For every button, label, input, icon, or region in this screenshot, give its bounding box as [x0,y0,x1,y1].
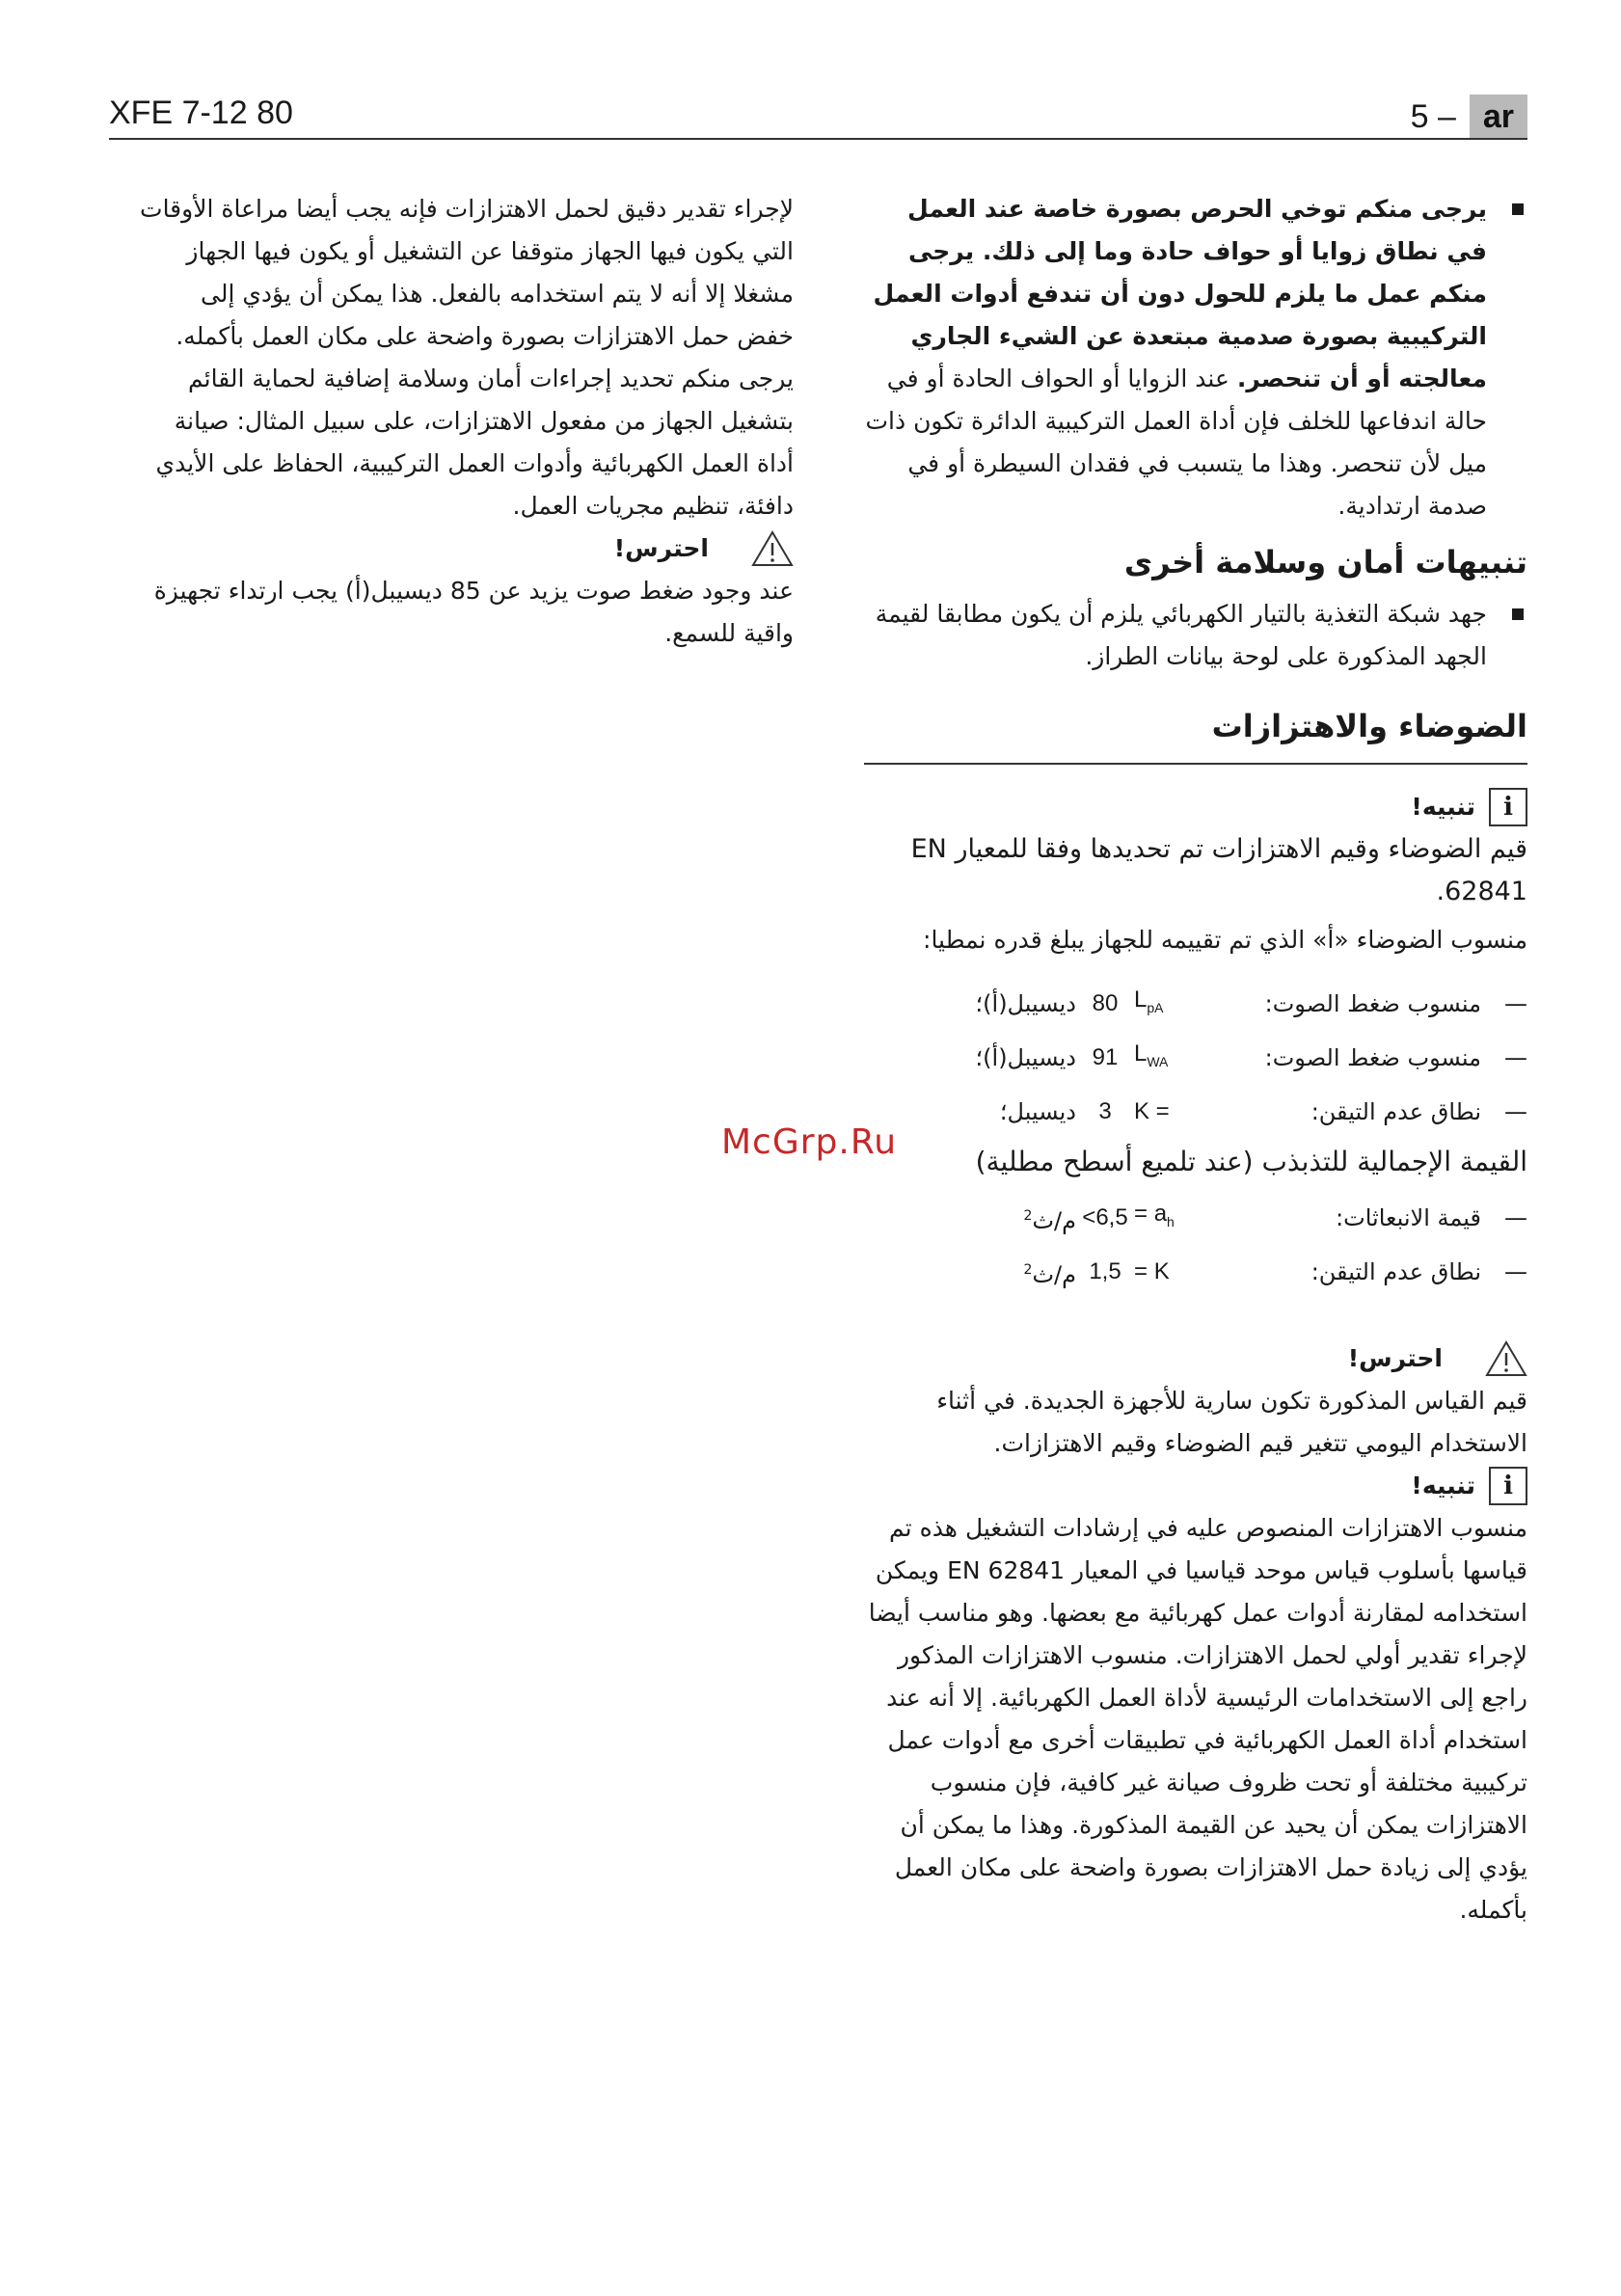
spec-unit [941,1195,1076,1242]
left-warning-text: عند وجود ضغط صوت يزيد عن 85 ديسيبل(أ) يجب ارتداء تجهيزة واقية للسمع. [153,577,794,647]
spec-value: 1,5 [1089,1258,1121,1284]
spec-dash: — [1504,990,1527,1017]
left-column [138,188,794,655]
left-warning-header [138,527,794,570]
spec-unit-power: 2 [1023,1261,1033,1278]
notice-header [864,786,1527,828]
spec-dash: — [1504,1098,1527,1125]
bullet-voltage-text: جهد شبكة التغذية بالتيار الكهربائي يلزم أن يكون مطابقا لقيمة الجهد المذكورة على لوحة بيانات الطراز. [875,600,1487,670]
left-para-estimate: لإجراء تقدير دقيق لحمل الاهتزازات فإنه يجب أيضا مراعاة الأوقات التي يكون فيها الجهاز متوقفا عن التشغيل أو يكون فيها الجهاز مشغلا إلا أنه لا يتم استخدامه بالفعل. هذا يمكن أن يؤدي إلى خفض حمل الاهتزازات بصورة واضحة على مكان العمل بأكمله. [140,195,794,350]
spec-name: نطاق عدم التيقن: [1310,1098,1481,1125]
spec-unit: ديسيبل(أ)؛ [975,1044,1076,1071]
spec-symbol-eq: = [1134,1258,1148,1284]
notice2-text: منسوب الاهتزازات المنصوص عليه في إرشادات التشغيل هذه تم قياسها بأسلوب قياس موحد قياسيا في المعيار EN 62841 ويمكن استخدامه لمقارنة أدوات عمل كهربائية مع بعضها. وهو مناسب أيضا لإجراء تقدير أولي لحمل الاهتزازات. منسوب الاهتزازات المذكور راجع إلى الاستخدامات الرئيسية لأداة العمل الكهربائية. إلا أنه عند استخدام أداة العمل الكهربائية في تطبيقات أخرى مع أدوات عمل تركيبية مختلفة أو تحت ظروف صيانة غير كافية، فإن منسوب الاهتزازات يمكن أن يحيد عن القيمة المذكورة. وهذا ما يمكن أن يؤدي إلى زيادة حمل الاهتزازات بصورة واضحة على مكان العمل بأكمله. [868,1514,1527,1924]
noise-intro: منسوب الضوضاء «أ» الذي تم تقييمه للجهاز يبلغ قدره نمطيا: [923,926,1527,954]
spec-value: <6,5 [1082,1204,1128,1230]
spec-dash: — [1504,1204,1527,1231]
spec-row [864,977,1527,1031]
spec-dash: — [1504,1044,1527,1071]
spec-unit: ديسيبل(أ)؛ [975,990,1076,1017]
spec-name: منسوب ضغط الصوت: [1264,990,1481,1017]
spec-row [864,1085,1527,1139]
right-column [864,188,1527,1931]
warning-icon [751,529,794,568]
warning-text: قيم القياس المذكورة تكون سارية للأجهزة الجديدة. في أثناء الاستخدام اليومي تتغير قيم الضوضاء وقيم الاهتزازات. [936,1387,1527,1457]
page-header-right [1411,95,1527,139]
spec-row [864,1245,1527,1299]
info-icon: i [1489,788,1527,826]
notice2-label: تنبيه! [1411,1472,1475,1499]
page-number: 5 – [1410,97,1456,135]
bullet-sharp-edges-bold: يرجى منكم توخي الحرص بصورة خاصة عند العمل في نطاق زوايا أو حواف حادة وما إلى ذلك. يرجى منكم عمل ما يلزم للحول دون أن تندفع أدوات العمل التركيبية بصورة صدمية مبتعدة عن الشيء الجاري معالجته أو أن تنحصر. [873,195,1487,392]
spec-unit: ديسيبل؛ [999,1098,1076,1125]
spec-value: 80 [1092,990,1119,1016]
info-icon: i [1489,1467,1527,1505]
spec-symbol-eq: = [1134,1201,1148,1228]
spec-symbol [1134,1033,1230,1083]
spec-symbol-sub: h [1167,1213,1175,1229]
spec-row [864,1191,1527,1245]
warning-label: احترس! [1347,1344,1443,1372]
vibration-heading: القيمة الإجمالية للتذبذب (عند تلميع أسطح مطلية) [975,1146,1527,1177]
bullet-sharp-edges-text: عند الزوايا أو الحواف الحادة أو في حالة اندفاعها للخلف فإن أداة العمل التركيبية الدائرة تكون ذات ميل لأن تنحصر. وهذا ما يتسبب في فقدان السيطرة أو في صدمة ارتدادية. [865,365,1487,520]
spec-symbol-sub: pA [1147,999,1164,1015]
vibration-specs [864,1191,1527,1299]
model-name: XFE 7-12 80 [109,95,293,131]
header-divider [109,138,1527,140]
spec-unit-text: م/ث [1032,1260,1076,1288]
notice-label: تنبيه! [1411,793,1475,821]
spec-symbol-main: L [1134,1040,1148,1067]
warning-header [864,1337,1527,1380]
spec-unit-power: 2 [1023,1207,1033,1224]
spec-name: نطاق عدم التيقن: [1310,1258,1481,1285]
spec-symbol-sub: WA [1147,1053,1169,1069]
warning-icon [1485,1339,1527,1378]
spec-symbol-main: L [1134,986,1148,1013]
heading-noise-vibration: الضوضاء والاهتزازات [1211,708,1527,744]
spec-symbol [1134,979,1230,1029]
notice-text: قيم الضوضاء وقيم الاهتزازات تم تحديدها وفقا للمعيار EN 62841. [910,834,1527,906]
spec-unit [941,1249,1076,1296]
spec-name: قيمة الانبعاثات: [1336,1204,1481,1231]
spec-symbol-main: K [1153,1258,1170,1284]
spec-symbol-main: a [1153,1201,1168,1228]
spec-symbol [1134,1251,1230,1293]
spec-symbol [1134,1193,1230,1243]
spec-row [864,1031,1527,1085]
spec-symbol: K = [1134,1098,1170,1124]
noise-specs [864,977,1527,1139]
notice2-header [864,1465,1527,1507]
spec-value: 3 [1098,1098,1112,1124]
left-warning-label: احترس! [613,534,709,562]
heading-other-safety: تنبيهات أمان وسلامة أخرى [1123,544,1527,581]
spec-value: 91 [1092,1044,1119,1070]
section-divider [864,763,1527,765]
left-para-measures: يرجى منكم تحديد إجراءات أمان وسلامة إضافية لحماية القائم بتشغيل الجهاز من مفعول الاهتزازات، على سبيل المثال: صيانة أداة العمل الكهربائية وأدوات العمل التركيبية، الحفاظ على الأيدي دافئة، تنظيم مجريات العمل. [155,365,794,520]
bullet-voltage [864,593,1527,678]
spec-dash: — [1504,1258,1527,1285]
spec-name: منسوب ضغط الصوت: [1264,1044,1481,1071]
language-badge: ar [1470,95,1527,139]
bullet-sharp-edges [864,188,1527,527]
spec-unit-text: م/ث [1032,1206,1076,1234]
watermark: McGrp.Ru [721,1122,898,1162]
